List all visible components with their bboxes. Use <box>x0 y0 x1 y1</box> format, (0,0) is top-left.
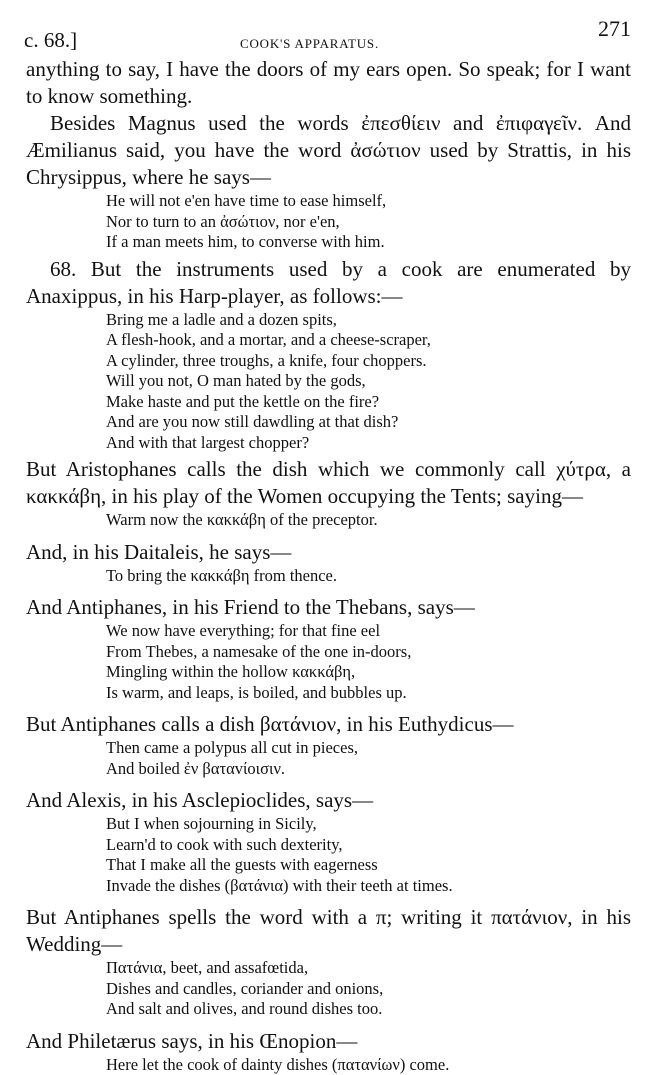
verse-line: If a man meets him, to converse with him. <box>106 232 631 253</box>
verse-line: We now have everything; for that fine eel <box>106 621 631 642</box>
verse-line: Dishes and candles, coriander and onions, <box>106 979 631 1000</box>
paragraph: But Antiphanes calls a dish βατάνιον, in his Euthydicus— <box>26 711 631 738</box>
paragraph: 68. But the instruments used by a cook are enumerated by Anaxippus, in his Harp-player, as follows:— <box>26 256 631 310</box>
verse-quote <box>106 510 631 531</box>
page-number: 271 <box>598 16 631 42</box>
paragraph: And Philetærus says, in his Œnopion— <box>26 1028 631 1055</box>
verse-line: A cylinder, three troughs, a knife, four choppers. <box>106 351 631 372</box>
verse-line: And boiled ἐν βαταvίοισιν. <box>106 759 631 780</box>
verse-line: Πατάνια, beet, and assafœtida, <box>106 958 631 979</box>
running-title: COOK'S APPARATUS. <box>240 36 379 52</box>
paragraph: Besides Magnus used the words ἐπεσθίειν and ἐπιφαγεῖν. And Æmilianus said, you have the word ἀσώτιον used by Strattis, in his Chrysippus, where he says— <box>26 110 631 191</box>
verse-line: To bring the κακκάβη from thence. <box>106 566 631 587</box>
verse-quote <box>106 191 631 253</box>
verse-line: He will not e'en have time to ease himself, <box>106 191 631 212</box>
paragraph: But Antiphanes spells the word with a π; writing it πατάνιον, in his Wedding— <box>26 904 631 958</box>
verse-line: Invade the dishes (βατάνια) with their teeth at times. <box>106 876 631 897</box>
verse-line: And salt and olives, and round dishes too. <box>106 999 631 1020</box>
paragraph: And Antiphanes, in his Friend to the Thebans, says— <box>26 594 631 621</box>
verse-line: Is warm, and leaps, is boiled, and bubbles up. <box>106 683 631 704</box>
verse-line: That I make all the guests with eagerness <box>106 855 631 876</box>
chapter-marker: c. 68.] <box>24 28 77 53</box>
verse-line: Warm now the κακκάβη of the preceptor. <box>106 510 631 531</box>
verse-quote <box>106 1055 631 1075</box>
paragraph: anything to say, I have the doors of my ears open. So speak; for I want to know something. <box>26 56 631 110</box>
verse-line: But I when sojourning in Sicily, <box>106 814 631 835</box>
verse-line: Will you not, O man hated by the gods, <box>106 371 631 392</box>
verse-line: A flesh-hook, and a mortar, and a cheese-scraper, <box>106 330 631 351</box>
verse-line: And are you now still dawdling at that dish? <box>106 412 631 433</box>
verse-line: Then came a polypus all cut in pieces, <box>106 738 631 759</box>
verse-line: Learn'd to cook with such dexterity, <box>106 835 631 856</box>
page-body <box>26 56 631 1075</box>
verse-quote <box>106 814 631 896</box>
verse-line: Make haste and put the kettle on the fire? <box>106 392 631 413</box>
verse-quote <box>106 738 631 779</box>
verse-line: From Thebes, a namesake of the one in-doors, <box>106 642 631 663</box>
paragraph: And Alexis, in his Asclepioclides, says— <box>26 787 631 814</box>
verse-quote <box>106 310 631 454</box>
running-header <box>22 16 631 46</box>
verse-quote <box>106 958 631 1020</box>
verse-line: Bring me a ladle and a dozen spits, <box>106 310 631 331</box>
verse-line: Here let the cook of dainty dishes (πατανίων) come. <box>106 1055 631 1075</box>
paragraph: And, in his Daitaleis, he says— <box>26 539 631 566</box>
verse-quote <box>106 621 631 703</box>
verse-line: Mingling within the hollow κακκάβη, <box>106 662 631 683</box>
verse-quote <box>106 566 631 587</box>
verse-line: Nor to turn to an ἀσώτιον, nor e'en, <box>106 212 631 233</box>
verse-line: And with that largest chopper? <box>106 433 631 454</box>
paragraph: But Aristophanes calls the dish which we commonly call χύτρα, a κακκάβη, in his play of the Women occupying the Tents; saying— <box>26 456 631 510</box>
